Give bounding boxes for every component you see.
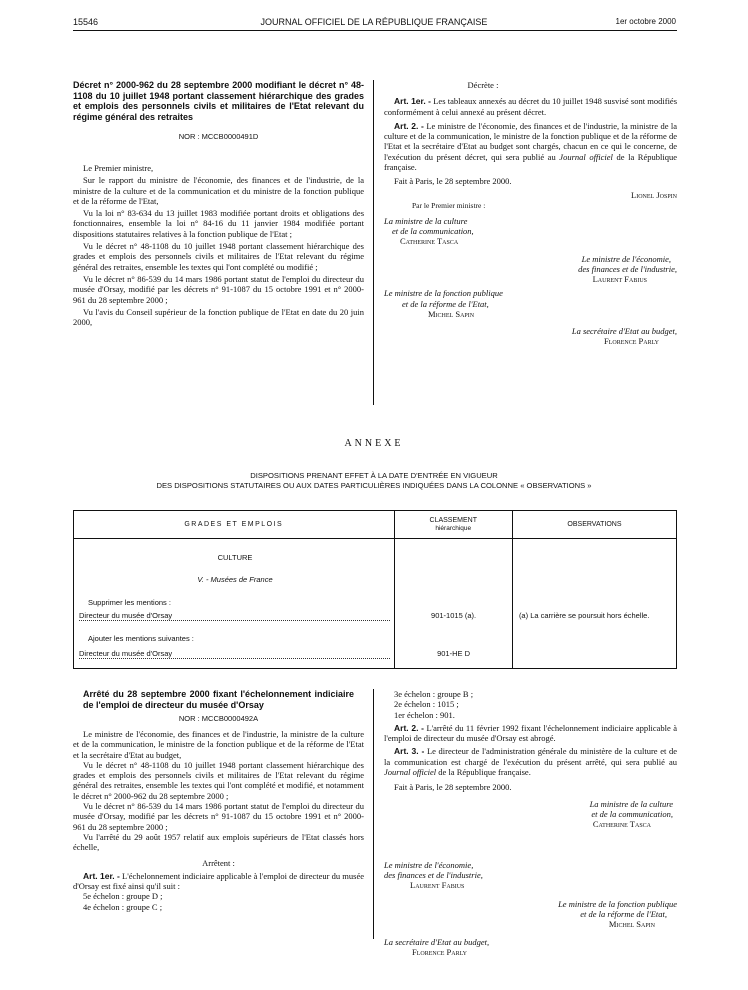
decret-sig4-name: Florence Parly (604, 336, 659, 347)
arrete-left-column (73, 689, 364, 912)
issue-date: 1er octobre 2000 (615, 17, 676, 26)
arrete-echelon: 4e échelon : groupe C ; (83, 901, 163, 912)
arrete-sig1-name: Catherine Tasca (592, 819, 651, 830)
section-culture: CULTURE (217, 553, 253, 562)
arrete-nor: NOR : MCCB0000492A (178, 714, 259, 723)
decret-title: Décret n° 2000-962 du 28 septembre 2000 modifiant le décret n° 48-1108 du 10 juillet 1948 portant classement hiérarchique des grades et emplois des personnels civils et militaires de l'Etat relevant du régime général des retraites (73, 80, 364, 122)
arrete-echelon: 3e échelon : groupe B ; (394, 689, 474, 699)
row1-label: Directeur du musée d'Orsay (79, 611, 390, 621)
col-header-classement (394, 511, 512, 539)
arrete-visa: Vu le décret n° 86-539 du 14 mars 1986 portant statut de l'emploi du directeur du musée d'Orsay, modifié par les décrets n° 91-1087 du 15 octobre 1991 et n° 2000-961 du 28 septembre 2000 ; (73, 801, 364, 832)
decret-sig3-role: et de la réforme de l'Etat, (402, 298, 489, 309)
arrete-visa: Vu l'arrêté du 29 août 1957 relatif aux emplois supérieurs de l'Etat classés hors échelle, (73, 831, 364, 853)
arrete-art3-journal: Journal officiel (384, 767, 437, 778)
decret-visa: Vu la loi n° 83-634 du 13 juillet 1983 modifiée portant droits et obligations des fonctionnaires, ensemble la loi n° 84-16 du 11 janvier 1984 modifiée portant dispositions statutaires relatives à la fonction publique de l'Etat ; (73, 208, 364, 239)
page-number: 15546 (73, 17, 99, 27)
column-divider (373, 80, 374, 405)
col-header-classement-line1: CLASSEMENT (429, 516, 477, 524)
arrete-art1-label: Art. 1er. - (83, 870, 120, 881)
decret-left-column (73, 80, 364, 327)
arrete-echelon: 5e échelon : groupe D ; (83, 891, 163, 902)
decret-visa: Sur le rapport du ministre de l'économie, des finances et de l'industrie, de la ministre de la culture et de la communication et du ministre de la fonction publique et de la réforme de l'Etat, (73, 175, 364, 206)
decret-art1-label: Art. 1er. - (394, 96, 432, 107)
arrete-title: Arrêté du 28 septembre 2000 fixant l'échelonnement indiciaire de l'emploi de directeur du musée d'Orsay (83, 689, 354, 710)
decret-art2-text: Le ministre de l'économie, des finances et de l'industrie, la ministre de la culture et de la communication, le ministre de la fonction publique et de la réforme de l'Etat et la secrétaire d'Etat au budget sont chargés, chacun en ce qui le concerne, de l'exécution du présent décret, qui sera publié au (384, 120, 678, 162)
decret-nor: NOR : MCCB0000491D (178, 132, 259, 141)
arrete-signatures-lower (384, 860, 677, 958)
col-header-observations: OBSERVATIONS (512, 511, 676, 539)
decret-art1-text: Les tableaux annexés au décret du 10 juillet 1948 susvisé sont modifiés conformément à celui annexé au présent décret. (384, 96, 678, 117)
section-musees: V. - Musées de France (197, 575, 273, 584)
decret-sig1-name: Catherine Tasca (400, 236, 459, 247)
decret-visa: Vu le décret n° 48-1108 du 10 juillet 1948 portant classement hiérarchique des grades et emplois des personnels civils et militaires de l'Etat relevant du régime général des retraites, ensemble les textes qui l'ont complété ou modifié ; (73, 241, 364, 272)
decret-pm-name: Lionel Jospin (631, 189, 677, 200)
decret-visa: Vu le décret n° 86-539 du 14 mars 1986 portant statut de l'emploi du directeur du musée d'Orsay, modifié par les décrets n° 91-1087 du 15 octobre 1991 et n° 2000-961 du 28 septembre 2000 ; (73, 273, 364, 305)
arrete-art3-label: Art. 3. - (394, 746, 425, 757)
arrete-visa: Le ministre de l'économie, des finances et de l'industrie, la ministre de la culture et de la communication, le ministre de la fonction publique et de la réforme de l'Etat et la secrétaire d'Etat au budget, (73, 729, 364, 760)
ajouter-label: Ajouter les mentions suivantes : (88, 634, 194, 643)
classement-cell (394, 539, 512, 669)
decret-art2-text-end: de la République française. (384, 151, 677, 173)
arrete-art3-text-end: de la République française. (438, 767, 531, 778)
annexe-title: ANNEXE (344, 438, 404, 449)
decret-sig3-role: Le ministre de la fonction publique (384, 288, 503, 299)
arrete-art2-label: Art. 2. - (394, 722, 424, 733)
supprimer-label: Supprimer les mentions : (88, 598, 171, 607)
decret-sig2-name: Laurent Fabius (592, 274, 647, 285)
decret-sig3-name: Michel Sapin (428, 308, 475, 319)
col-header-grades: GRADES ET EMPLOIS (74, 511, 395, 539)
decret-intro: Le Premier ministre, (83, 163, 154, 173)
header-rule (73, 30, 677, 31)
decret-sig2-role: Le ministre de l'économie, (581, 253, 671, 264)
arrete-sig4-role: La secrétaire d'Etat au budget, (384, 937, 490, 948)
arrete-sig3-role: et de la réforme de l'Etat, (580, 908, 667, 919)
decret-sig4-role: La secrétaire d'Etat au budget, (571, 325, 677, 336)
arrete-echelon: 2e échelon : 1015 ; (394, 699, 459, 710)
annexe-table (73, 510, 677, 669)
row2-label: Directeur du musée d'Orsay (79, 649, 390, 659)
decret-art2-journal: Journal officiel (559, 151, 613, 162)
annexe-subtitle: DISPOSITIONS PRENANT EFFET À LA DATE D'ENTRÉE EN VIGUEUR (250, 471, 498, 480)
col-header-classement-line2: hiérarchique (435, 524, 472, 532)
arrete-sig2-role: Le ministre de l'économie, (384, 860, 474, 870)
grades-cell (74, 539, 395, 669)
decret-sig1-role: et de la communication, (392, 226, 474, 237)
decret-right-column (384, 80, 677, 346)
row1-observation: (a) La carrière se poursuit hors échelle. (518, 611, 650, 620)
arrete-right-column (384, 689, 677, 829)
arrete-sig3-role: Le ministre de la fonction publique (558, 898, 677, 909)
arrete-art2-text: L'arrêté du 11 février 1992 fixant l'échelonnement indiciaire applicable à l'emploi de directeur du musée d'Orsay est abrogé. (384, 722, 678, 744)
arrete-sig1-role: La ministre de la culture (589, 798, 673, 809)
row2-classement: 901-HE D (437, 649, 471, 658)
column-divider (373, 689, 374, 939)
decret-par-pm: Par le Premier ministre : (412, 200, 486, 210)
observations-cell (512, 539, 676, 669)
decret-visa: Vu l'avis du Conseil supérieur de la fonction publique de l'Etat en date du 20 juin 2000, (73, 306, 364, 328)
arrete-art3-text: Le directeur de l'administration générale du ministère de la culture et de la communication est chargé de l'exécution du présent arrêté, qui sera publié au (384, 746, 678, 767)
arrete-sig2-name: Laurent Fabius (410, 880, 465, 891)
decret-sig2-role: des finances et de l'industrie, (578, 263, 677, 274)
arrete-arretent: Arrêtent : (202, 857, 235, 868)
arrete-visa: Vu le décret n° 48-1108 du 10 juillet 1948 portant classement hiérarchique des grades et emplois des personnels civils et militaires de l'Etat relevant du régime général des retraites, ensemble les textes qui l'ont complété et modifié, et notamment le décret n° 2000-962 du 28 septembre 2000 ; (73, 759, 364, 801)
journal-title: JOURNAL OFFICIEL DE LA RÉPUBLIQUE FRANÇAISE (260, 17, 488, 27)
arrete-sig4-name: Florence Parly (412, 947, 467, 958)
arrete-fait: Fait à Paris, le 28 septembre 2000. (394, 782, 512, 793)
arrete-sig1-role: et de la communication, (591, 808, 673, 819)
decret-sig1-role: La ministre de la culture (384, 216, 468, 227)
arrete-art1-text: L'échelonnement indiciaire applicable à l'emploi de directeur du musée d'Orsay est fixé ainsi qu'il suit : (73, 870, 365, 892)
row1-classement: 901-1015 (a). (431, 611, 477, 620)
decret-fait: Fait à Paris, le 28 septembre 2000. (394, 176, 512, 187)
annexe-subtitle: DES DISPOSITIONS STATUTAIRES OU AUX DATES PARTICULIÈRES INDIQUÉES DANS LA COLONNE « OBSERVATIONS » (156, 481, 592, 490)
arrete-sig2-role: des finances et de l'industrie, (384, 870, 483, 881)
arrete-echelon: 1er échelon : 901. (394, 709, 455, 720)
decret-art2-label: Art. 2. - (394, 120, 424, 131)
arrete-sig3-name: Michel Sapin (608, 919, 655, 930)
decret-decrete: Décrète : (467, 80, 499, 90)
